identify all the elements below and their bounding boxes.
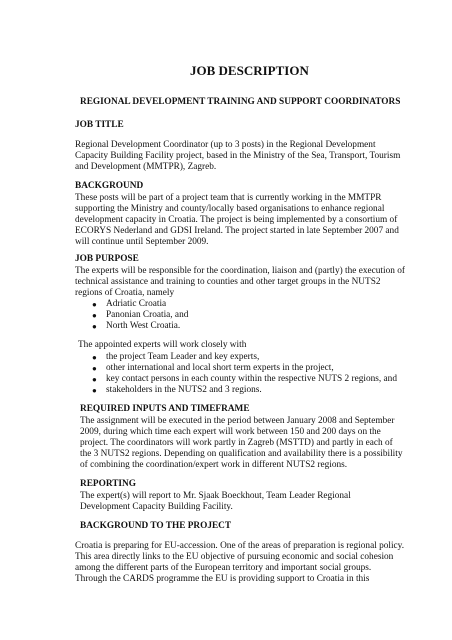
bullet-icon: ●: [92, 300, 97, 309]
appointed-intro: The appointed experts will work closely with: [78, 340, 247, 350]
background-line: will continue until September 2009.: [75, 237, 209, 247]
section-heading-required-inputs: REQUIRED INPUTS AND TIMEFRAME: [80, 404, 250, 414]
background-line: These posts will be part of a project team that is currently working in the MMTPR: [75, 193, 382, 203]
job-title-line: and Development (MMTPR), Zagreb.: [75, 162, 217, 172]
required-line: project. The coordinators will work partly in Zagreb (MSTTD) and partly in each of: [80, 438, 393, 448]
job-purpose-line: technical assistance and training to counties and other target groups in the NUTS2: [75, 277, 381, 287]
required-line: of combining the coordination/expert work in different NUTS2 regions.: [80, 460, 348, 470]
background-line: development capacity in Croatia. The project is being implemented by a consortium of: [75, 215, 398, 225]
job-title-line: Capacity Building Facility project, based in the Ministry of the Sea, Transport, Tourism: [75, 151, 401, 161]
appointed-item: other international and local short term experts in the project,: [106, 363, 334, 373]
reporting-line: Development Capacity Building Facility.: [80, 502, 233, 512]
bullet-icon: ●: [92, 322, 97, 331]
appointed-item: key contact persons in each county within the respective NUTS 2 regions, and: [106, 374, 397, 384]
bullet-icon: ●: [92, 386, 97, 395]
region-item: North West Croatia.: [106, 321, 181, 331]
job-title-line: Regional Development Coordinator (up to 3 posts) in the Regional Development: [75, 140, 376, 150]
project-background-line: This area directly links to the EU objective of pursuing economic and social cohesion: [75, 552, 394, 562]
job-purpose-line: regions of Croatia, namely: [75, 288, 175, 298]
job-purpose-line: The experts will be responsible for the coordination, liaison and (partly) the execution of: [75, 266, 405, 276]
section-heading-background: BACKGROUND: [75, 181, 144, 191]
document-subtitle: REGIONAL DEVELOPMENT TRAINING AND SUPPORT COORDINATORS: [80, 97, 401, 107]
reporting-line: The expert(s) will report to Mr. Sjaak Boeckhout, Team Leader Regional: [80, 491, 351, 501]
bullet-icon: ●: [92, 311, 97, 320]
bullet-icon: ●: [92, 353, 97, 362]
appointed-item: the project Team Leader and key experts,: [106, 352, 260, 362]
background-line: supporting the Ministry and county/locally based organisations to enhance regional: [75, 204, 385, 214]
project-background-line: among the different parts of the European territory and important social groups.: [75, 563, 372, 573]
section-heading-job-title: JOB TITLE: [75, 120, 124, 130]
bullet-icon: ●: [92, 375, 97, 384]
required-line: the 3 NUTS2 regions. Depending on qualification and availability there is a possibility: [80, 449, 403, 459]
required-line: 2009, during which time each expert will work between 150 and 200 days on the: [80, 427, 381, 437]
project-background-line: Croatia is preparing for EU-accession. One of the areas of preparation is regional policy.: [75, 541, 405, 551]
section-heading-reporting: REPORTING: [80, 479, 136, 489]
project-background-line: Through the CARDS programme the EU is providing support to Croatia in this: [75, 574, 370, 584]
section-heading-job-purpose: JOB PURPOSE: [75, 254, 139, 264]
background-line: ECORYS Nederland and GDSI Ireland. The project started in late September 2007 and: [75, 226, 399, 236]
appointed-item: stakeholders in the NUTS2 and 3 regions.: [106, 385, 262, 395]
required-line: The assignment will be executed in the period between January 2008 and September: [80, 416, 395, 426]
page-title: JOB DESCRIPTION: [190, 63, 309, 78]
region-item: Panonian Croatia, and: [106, 310, 189, 320]
region-item: Adriatic Croatia: [106, 299, 167, 309]
section-heading-project-background: BACKGROUND TO THE PROJECT: [80, 521, 232, 531]
bullet-icon: ●: [92, 364, 97, 373]
